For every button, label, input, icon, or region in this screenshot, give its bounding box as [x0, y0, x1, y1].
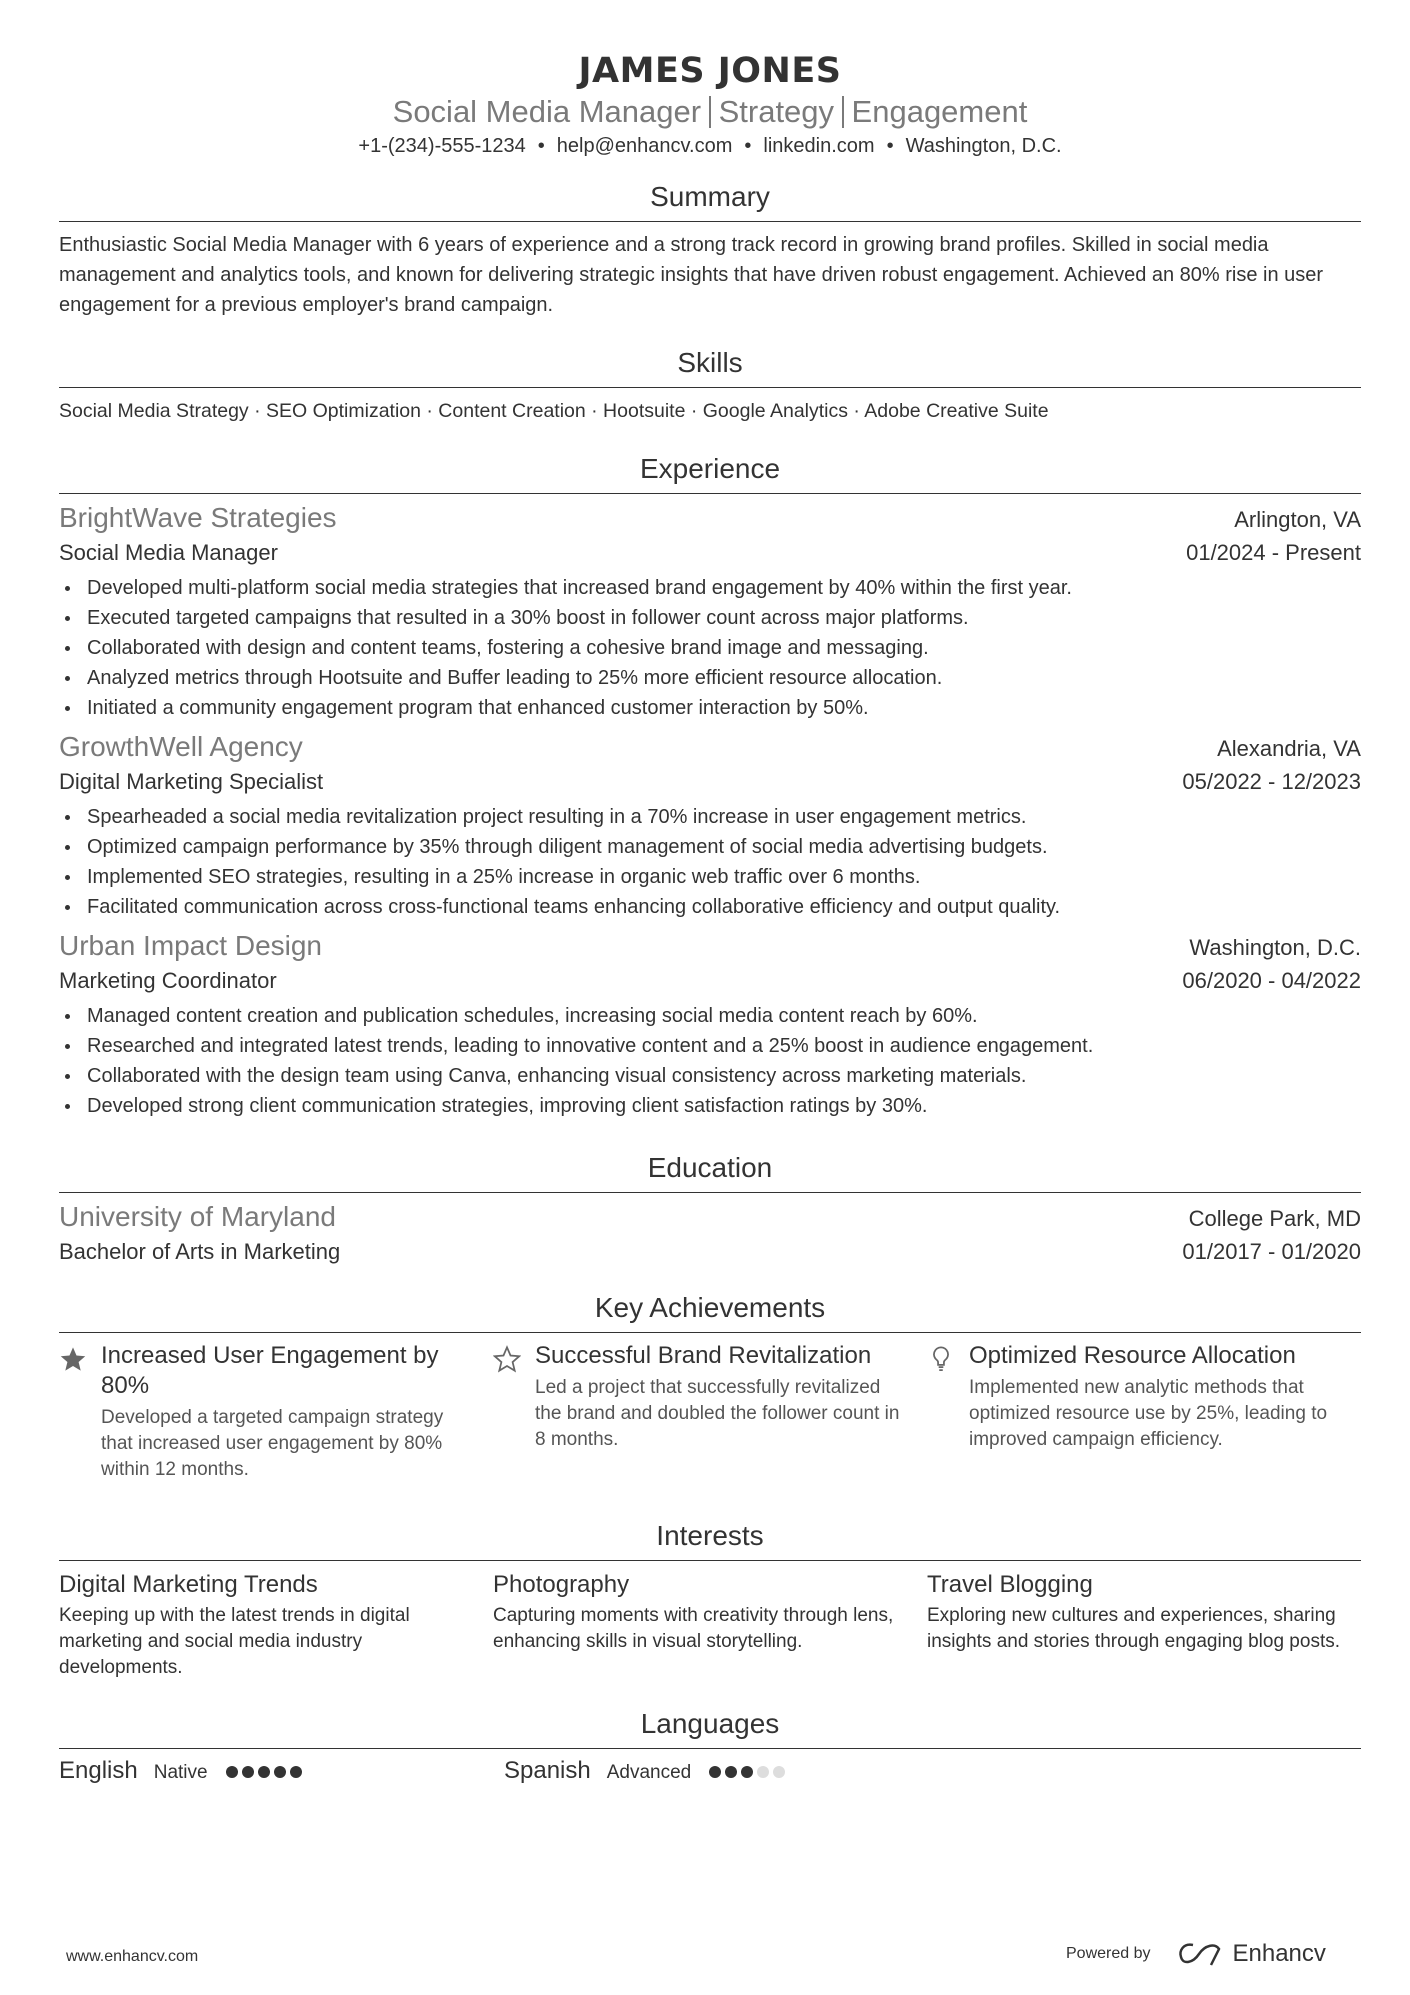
job-title: Social Media Manager — [59, 540, 278, 565]
contact-info: +1-(234)-555-1234 • help@enhancv.com • linkedin.com • Washington, D.C. — [358, 135, 1062, 157]
interest-title: Travel Blogging — [927, 1571, 1093, 1598]
headline — [59, 92, 1361, 132]
rating-dot — [741, 1766, 753, 1778]
rating-dot — [725, 1766, 737, 1778]
headline-title: Engagement — [851, 94, 1028, 129]
job-dates: 01/2024 - Present — [1186, 540, 1361, 565]
language-name: English — [59, 1757, 138, 1784]
experience-bullet: Implemented SEO strategies, resulting in a 25% increase in organic web traffic over 6 months. — [59, 862, 1361, 892]
rating-dot — [242, 1766, 254, 1778]
headline-title: Strategy — [718, 94, 835, 129]
experience-bullet: Executed targeted campaigns that resulted in a 30% boost in follower count across major platforms. — [59, 603, 1361, 633]
brand-name: Enhancv — [1232, 1940, 1326, 1967]
email-link[interactable]: help@enhancv.com — [556, 135, 733, 157]
job-location: Washington, D.C. — [1189, 935, 1361, 960]
interests-list — [59, 1569, 1361, 1681]
languages-list — [59, 1757, 1361, 1785]
linkedin-link[interactable]: linkedin.com — [763, 135, 875, 157]
achievement-title: Increased User Engagement by 80% — [101, 1342, 439, 1399]
experience-entry — [59, 500, 1361, 723]
education-entry — [59, 1199, 1361, 1269]
interest-item — [493, 1569, 927, 1681]
achievement-description: Developed a targeted campaign strategy that increased user engagement by 80% within 12 months. — [101, 1407, 444, 1480]
achievement-item — [493, 1341, 927, 1483]
education-dates: 01/2017 - 01/2020 — [1182, 1239, 1361, 1264]
experience-bullet: Developed multi-platform social media strategies that increased brand engagement by 40% within the first year. — [59, 573, 1361, 603]
footer-website[interactable]: www.enhancv.com — [66, 1948, 199, 1965]
experience-bullet: Optimized campaign performance by 35% through diligent management of social media advertising budgets. — [59, 832, 1361, 862]
experience-bullet: Analyzed metrics through Hootsuite and Buffer leading to 25% more efficient resource allocation. — [59, 663, 1361, 693]
degree: Bachelor of Arts in Marketing — [59, 1239, 341, 1264]
headline-title: Social Media Manager — [392, 94, 702, 129]
resume-page — [59, 0, 1361, 1785]
interest-title: Photography — [493, 1571, 630, 1598]
powered-by-label: Powered by — [1066, 1945, 1151, 1962]
rating-dot — [773, 1766, 785, 1778]
star-outline-icon — [493, 1341, 535, 1483]
skills-list: Social Media Strategy · SEO Optimization · Content Creation · Hootsuite · Google Analytics · Adobe Creative Suite — [59, 400, 1049, 422]
section-heading-experience: Experience — [59, 452, 1361, 494]
company-name: Urban Impact Design — [59, 930, 323, 961]
lightbulb-icon — [927, 1341, 969, 1483]
section-heading-summary: Summary — [59, 180, 1361, 222]
interest-title: Digital Marketing Trends — [59, 1571, 318, 1598]
job-dates: 05/2022 - 12/2023 — [1182, 769, 1361, 794]
rating-dot — [274, 1766, 286, 1778]
section-heading-interests: Interests — [59, 1519, 1361, 1561]
rating-dot — [709, 1766, 721, 1778]
experience-bullet: Collaborated with the design team using Canva, enhancing visual consistency across marketing materials. — [59, 1061, 1361, 1091]
interest-description: Keeping up with the latest trends in digital marketing and social media industry developments. — [59, 1605, 410, 1678]
achievement-description: Implemented new analytic methods that optimized resource use by 25%, leading to improved campaign efficiency. — [969, 1377, 1328, 1450]
interest-item — [59, 1569, 493, 1681]
interest-item — [927, 1569, 1361, 1681]
experience-list — [59, 500, 1361, 1121]
rating-dot — [290, 1766, 302, 1778]
achievement-title: Successful Brand Revitalization — [535, 1342, 872, 1369]
experience-bullet: Researched and integrated latest trends, leading to innovative content and a 25% boost in audience engagement. — [59, 1031, 1361, 1061]
enhancv-logo-icon — [1177, 1941, 1223, 1967]
rating-dot — [226, 1766, 238, 1778]
rating-dot — [757, 1766, 769, 1778]
candidate-name: JAMES JONES — [578, 51, 842, 91]
achievement-title: Optimized Resource Allocation — [969, 1342, 1296, 1369]
experience-bullet: Managed content creation and publication schedules, increasing social media content reach by 60%. — [59, 1001, 1361, 1031]
interest-description: Capturing moments with creativity through lens, enhancing skills in visual storytelling. — [493, 1605, 894, 1652]
company-name: GrowthWell Agency — [59, 731, 303, 762]
interest-description: Exploring new cultures and experiences, sharing insights and stories through engaging blog posts. — [927, 1605, 1340, 1652]
experience-entry — [59, 928, 1361, 1121]
phone: +1-(234)-555-1234 — [358, 135, 526, 157]
job-dates: 06/2020 - 04/2022 — [1182, 968, 1361, 993]
company-name: BrightWave Strategies — [59, 502, 337, 533]
summary-text: Enthusiastic Social Media Manager with 6 years of experience and a strong track record in growing brand profiles. Skilled in social media management and analytics tools, and known for delivering strategic insights that have driven robust engagement. Achieved an 80% rise in user engagement for a previous employer's brand campaign. — [59, 234, 1324, 316]
experience-bullet: Developed strong client communication strategies, improving client satisfaction ratings by 30%. — [59, 1091, 1361, 1121]
job-location: Alexandria, VA — [1217, 736, 1361, 761]
location: Washington, D.C. — [905, 135, 1062, 157]
language-name: Spanish — [504, 1757, 591, 1784]
experience-entry — [59, 729, 1361, 922]
job-title: Digital Marketing Specialist — [59, 769, 324, 794]
experience-bullet: Initiated a community engagement program that enhanced customer interaction by 50%. — [59, 693, 1361, 723]
language-level: Native — [153, 1762, 208, 1783]
experience-bullet: Spearheaded a social media revitalization project resulting in a 70% increase in user engagement metrics. — [59, 802, 1361, 832]
job-location: Arlington, VA — [1234, 507, 1361, 532]
language-item — [59, 1757, 504, 1785]
achievements-list — [59, 1341, 1361, 1483]
experience-bullet: Facilitated communication across cross-functional teams enhancing collaborative efficiency and output quality. — [59, 892, 1361, 922]
language-level: Advanced — [606, 1762, 692, 1783]
rating-dot — [258, 1766, 270, 1778]
language-rating — [226, 1765, 306, 1783]
section-heading-languages: Languages — [59, 1707, 1361, 1749]
section-heading-achievements: Key Achievements — [59, 1291, 1361, 1333]
achievement-description: Led a project that successfully revitalized the brand and doubled the follower count in 8 months. — [535, 1377, 900, 1450]
school-name: University of Maryland — [59, 1201, 336, 1232]
section-heading-education: Education — [59, 1151, 1361, 1193]
star-filled-icon — [59, 1341, 101, 1483]
experience-bullet: Collaborated with design and content teams, fostering a cohesive brand image and messaging. — [59, 633, 1361, 663]
language-rating — [709, 1765, 789, 1783]
footer-branding — [1066, 1940, 1326, 1968]
language-item — [504, 1757, 949, 1785]
job-title: Marketing Coordinator — [59, 968, 277, 993]
achievement-item — [927, 1341, 1361, 1483]
achievement-item — [59, 1341, 493, 1483]
section-heading-skills: Skills — [59, 346, 1361, 388]
school-location: College Park, MD — [1188, 1206, 1361, 1231]
